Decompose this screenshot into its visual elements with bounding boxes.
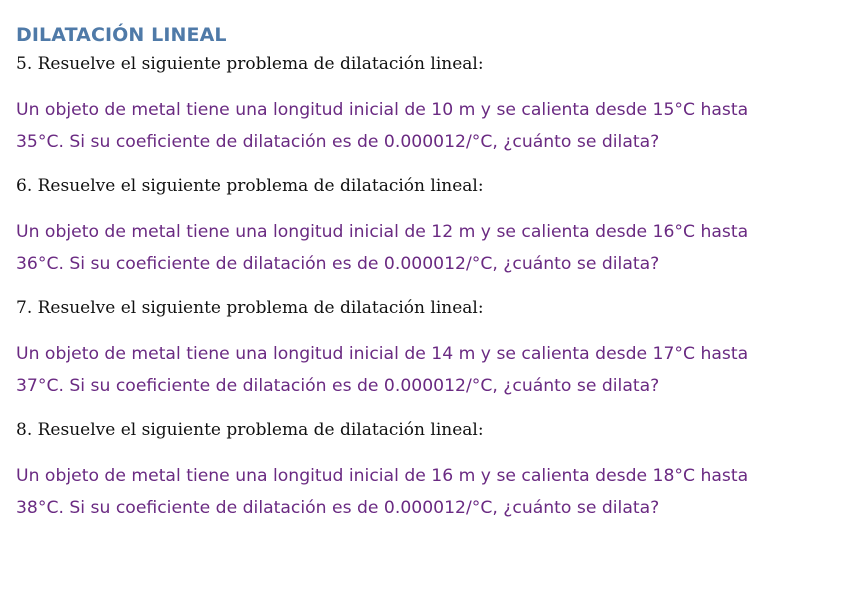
problem-instruction: 8. Resuelve el siguiente problema de dilatación lineal: [16, 420, 484, 440]
statement-line: 37°C. Si su coeficiente de dilatación es de 0.000012/°C, ¿cuánto se dilata? [16, 376, 660, 396]
statement-line: Un objeto de metal tiene una longitud inicial de 16 m y se calienta desde 18°C hasta [16, 466, 749, 486]
problem-7 [16, 296, 846, 402]
problem-statement [16, 94, 846, 158]
statement-line: Un objeto de metal tiene una longitud inicial de 10 m y se calienta desde 15°C hasta [16, 100, 749, 120]
statement-line: 38°C. Si su coeficiente de dilatación es de 0.000012/°C, ¿cuánto se dilata? [16, 498, 660, 518]
page-title: DILATACIÓN LINEAL [16, 24, 227, 46]
problem-instruction: 5. Resuelve el siguiente problema de dilatación lineal: [16, 54, 484, 74]
statement-line: 35°C. Si su coeficiente de dilatación es de 0.000012/°C, ¿cuánto se dilata? [16, 132, 660, 152]
problem-instruction: 6. Resuelve el siguiente problema de dilatación lineal: [16, 176, 484, 196]
problem-6 [16, 174, 846, 280]
problem-statement [16, 460, 846, 524]
problem-5 [16, 52, 846, 158]
statement-line: Un objeto de metal tiene una longitud inicial de 12 m y se calienta desde 16°C hasta [16, 222, 749, 242]
problem-8 [16, 418, 846, 524]
document-page [16, 22, 846, 540]
problem-statement [16, 216, 846, 280]
problem-statement [16, 338, 846, 402]
problem-instruction: 7. Resuelve el siguiente problema de dilatación lineal: [16, 298, 484, 318]
statement-line: Un objeto de metal tiene una longitud inicial de 14 m y se calienta desde 17°C hasta [16, 344, 749, 364]
statement-line: 36°C. Si su coeficiente de dilatación es de 0.000012/°C, ¿cuánto se dilata? [16, 254, 660, 274]
